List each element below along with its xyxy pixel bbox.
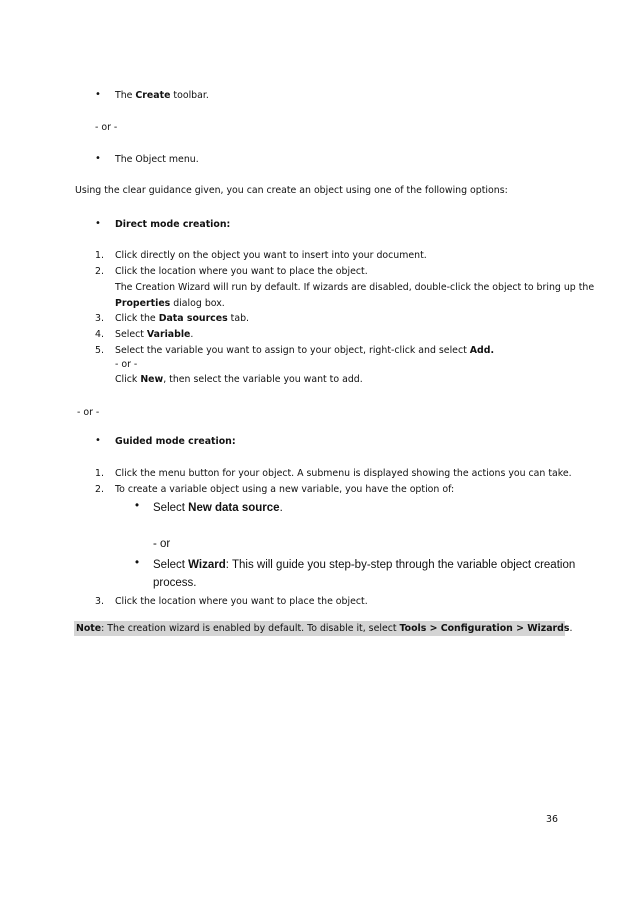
bold-text: Add.: [469, 345, 495, 356]
step-number: 2.: [95, 484, 104, 495]
direct-step-3: [115, 313, 249, 325]
option-new-data-source: [153, 501, 283, 515]
direct-step-4: [115, 329, 193, 341]
note-box: [74, 621, 573, 636]
direct-step-5: [115, 345, 494, 357]
guided-mode-heading: [115, 436, 236, 448]
or-separator: - or -: [95, 122, 118, 133]
bold-text: Create: [135, 90, 171, 101]
note-menu-path: Tools > Configuration > Wizards: [399, 623, 570, 634]
text: .: [569, 623, 573, 634]
text: Click: [115, 374, 141, 385]
page-number: 36: [546, 814, 558, 825]
guided-step-3: Click the location where you want to place the object.: [115, 596, 368, 607]
bold-text: New: [140, 374, 164, 385]
bullet-icon: •: [95, 153, 101, 164]
bold-text: Wizard: [188, 559, 226, 571]
step-number: 2.: [95, 266, 104, 277]
text: dialog box.: [170, 298, 225, 309]
direct-step-5-alt: [115, 374, 363, 386]
direct-step-2-note-cont: [115, 298, 225, 310]
text: .: [190, 329, 194, 340]
heading-text: Direct mode creation:: [115, 219, 231, 230]
step-number: 1.: [95, 250, 104, 261]
text: Select: [115, 329, 147, 340]
text: Select the variable you want to assign to your object, right-click and select: [115, 345, 470, 356]
text: tab.: [227, 313, 250, 324]
bold-text: Properties: [115, 298, 171, 309]
note-text: : The creation wizard is enabled by default. To disable it, select: [101, 623, 400, 634]
step-number: 3.: [95, 596, 104, 607]
text: : This will guide you step-by-step through the variable object creation: [225, 559, 576, 571]
bullet-icon: •: [95, 218, 101, 229]
text: Select: [153, 502, 189, 514]
text: Click the: [115, 313, 159, 324]
step-number: 3.: [95, 313, 104, 324]
note-label: Note: [76, 623, 102, 634]
text: .: [279, 502, 283, 514]
bold-text: New data source: [188, 502, 280, 514]
text: , then select the variable you want to add.: [163, 374, 363, 385]
direct-step-2: Click the location where you want to place the object.: [115, 266, 368, 277]
step-number: 4.: [95, 329, 104, 340]
text: toolbar.: [170, 90, 209, 101]
step-number: 1.: [95, 468, 104, 479]
option-wizard: [153, 558, 575, 572]
heading-text: Guided mode creation:: [115, 436, 236, 447]
guided-step-1: Click the menu button for your object. A submenu is displayed showing the actions you can take.: [115, 468, 572, 479]
direct-mode-heading: [115, 219, 230, 231]
guidance-paragraph: Using the clear guidance given, you can create an object using one of the following options:: [75, 185, 508, 196]
bold-text: Data sources: [158, 313, 228, 324]
step-number: 5.: [95, 345, 104, 356]
text: Select: [153, 559, 189, 571]
or-separator: - or -: [115, 359, 138, 370]
bold-text: Variable: [146, 329, 191, 340]
direct-step-2-note: The Creation Wizard will run by default. If wizards are disabled, double-click the object to bring up the: [115, 282, 595, 293]
or-separator: - or -: [77, 407, 100, 418]
option-wizard-cont: process.: [153, 577, 197, 589]
text: The: [115, 90, 136, 101]
or-separator: - or: [153, 538, 171, 550]
create-toolbar-item: [115, 90, 209, 102]
bullet-icon: •: [95, 435, 101, 446]
bullet-icon: •: [135, 500, 140, 512]
bullet-icon: •: [135, 557, 140, 569]
object-menu-item: The Object menu.: [115, 154, 199, 165]
direct-step-1: Click directly on the object you want to insert into your document.: [115, 250, 427, 261]
bullet-icon: •: [95, 89, 101, 100]
guided-step-2: To create a variable object using a new variable, you have the option of:: [115, 484, 455, 495]
